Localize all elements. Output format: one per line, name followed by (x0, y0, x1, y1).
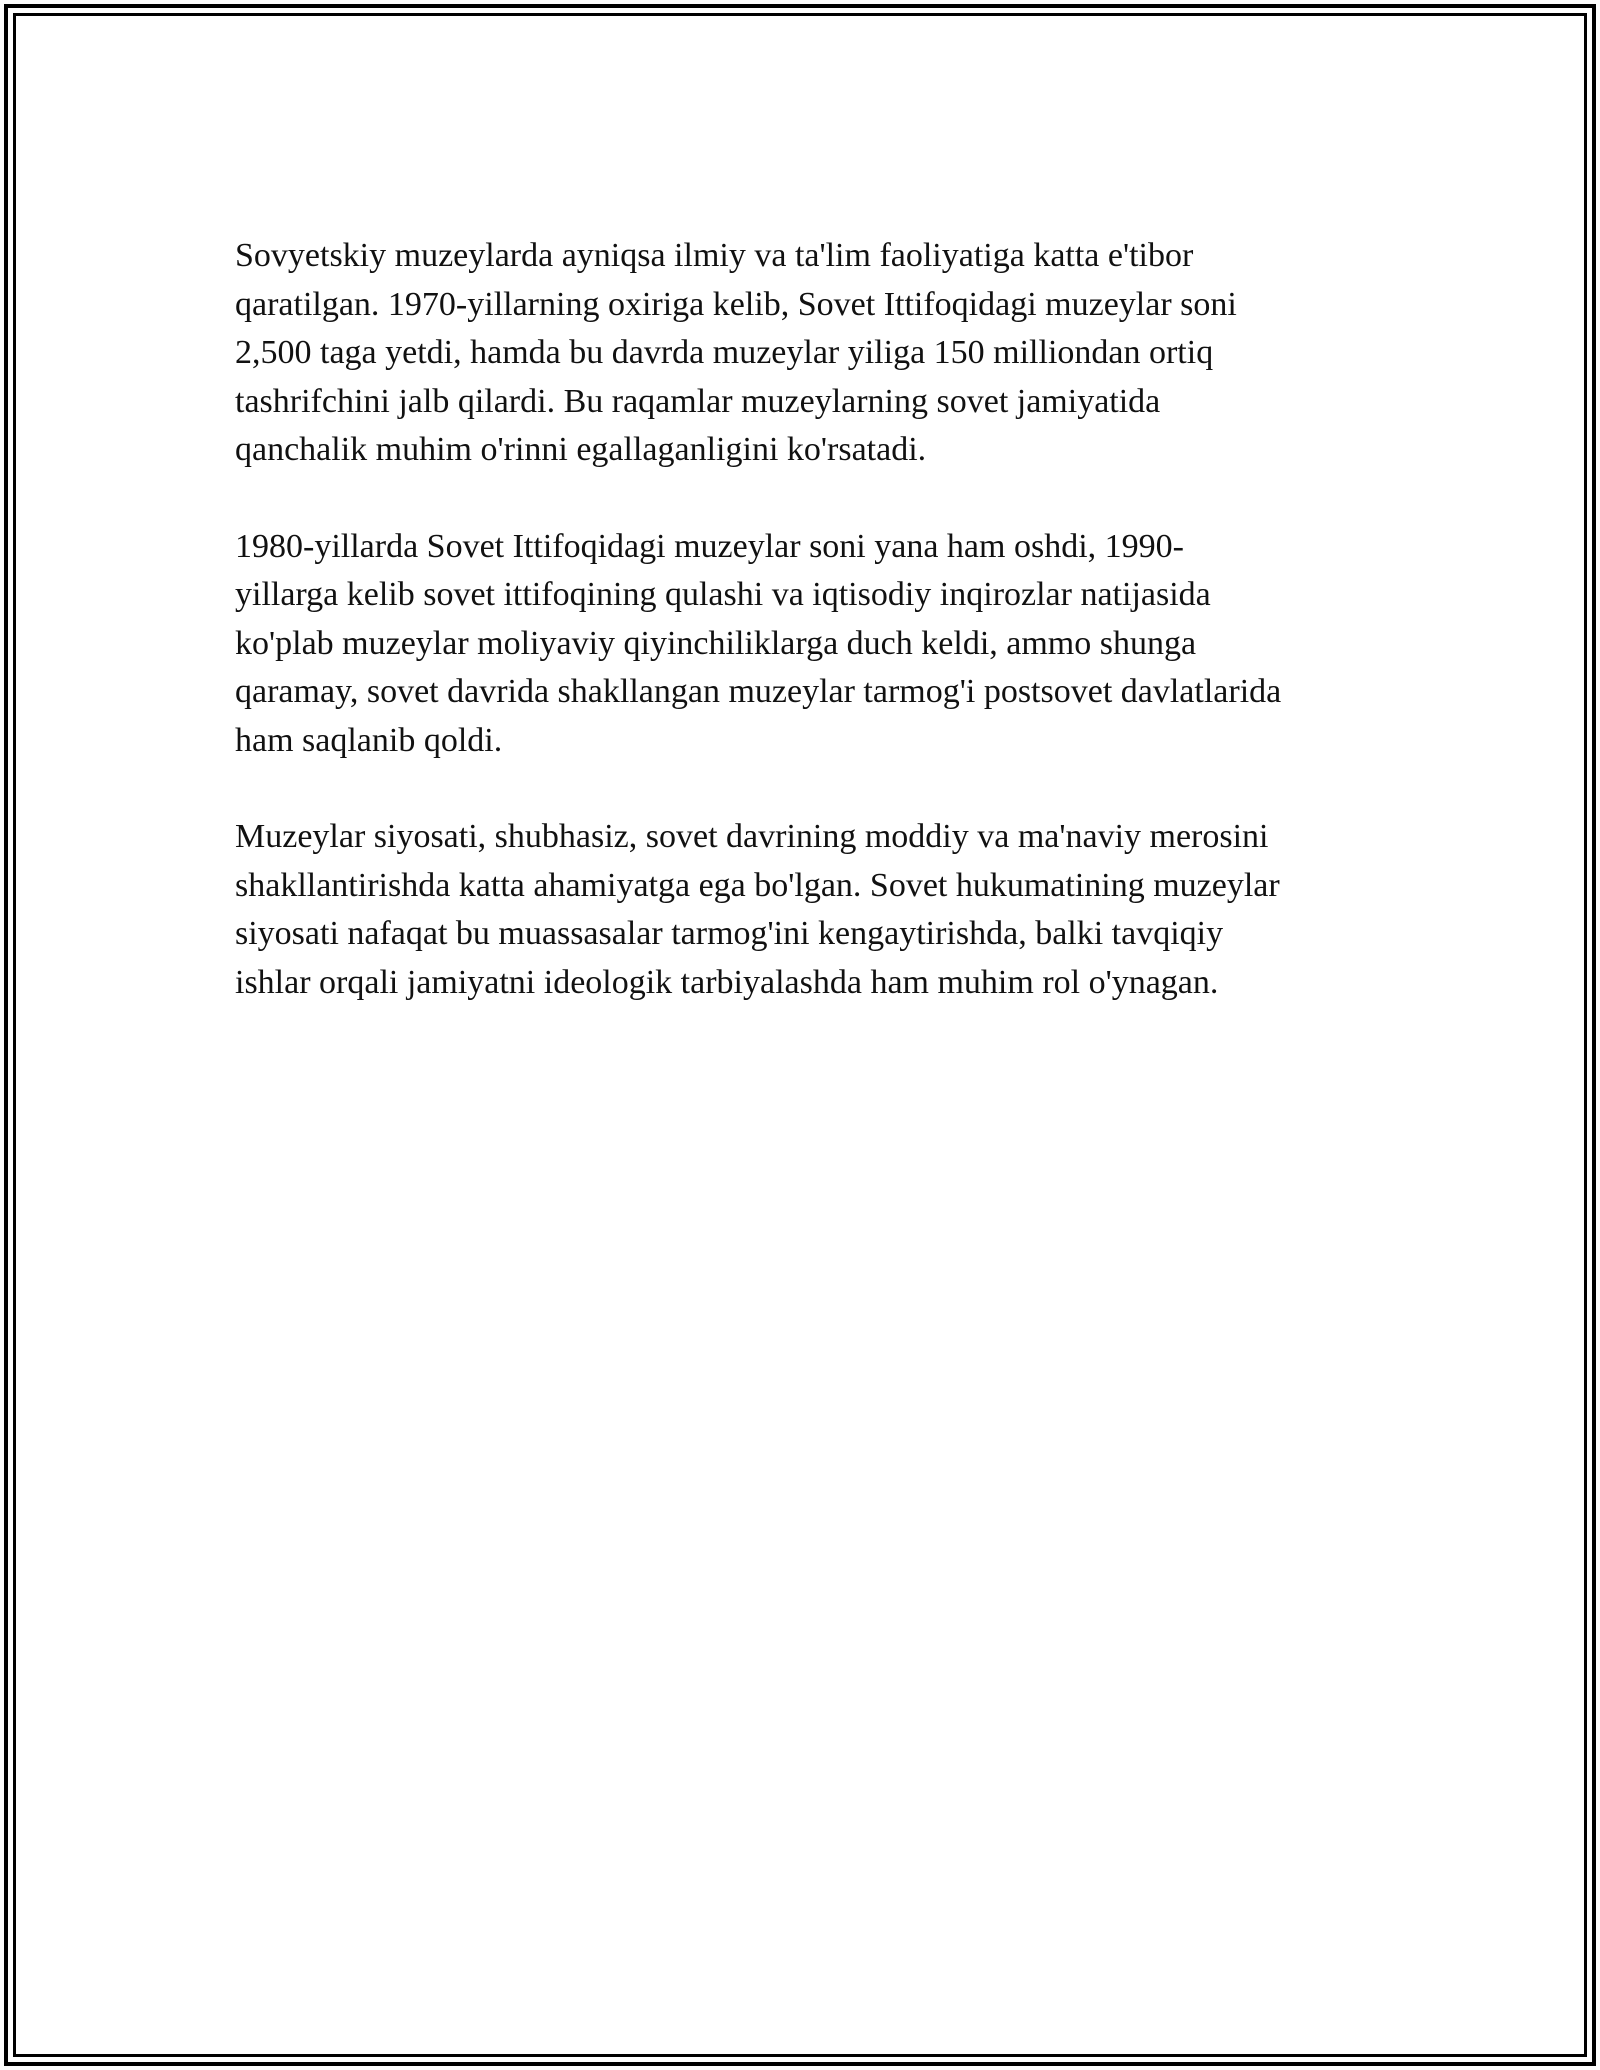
text-line: qaratilgan. 1970-yillarning oxiriga kelib, Sovet Ittifoqidagi muzeylar soni (235, 285, 1237, 323)
text-line: ko'plab muzeylar moliyaviy qiyinchiliklarga duch keldi, ammo shunga (235, 624, 1197, 662)
paragraph-1 (235, 232, 1375, 475)
text-line: 1980-yillarda Sovet Ittifoqidagi muzeylar soni yana ham oshdi, 1990- (235, 527, 1184, 565)
text-line: Muzeylar siyosati, shubhasiz, sovet davrining moddiy va ma'naviy merosini (235, 818, 1269, 855)
text-line: siyosati nafaqat bu muassasalar tarmog'ini kengaytirishda, balki tavqiqiy (235, 915, 1224, 952)
text-line: ishlar orqali jamiyatni ideologik tarbiyalashda ham muhim rol o'ynagan. (235, 963, 1219, 1001)
paragraph-3 (235, 813, 1375, 1007)
text-line: qanchalik muhim o'rinni egallaganligini ko'rsatadi. (235, 431, 927, 468)
text-line: ham saqlanib qoldi. (235, 721, 503, 759)
text-line: yillarga kelib sovet ittifoqining qulashi va iqtisodiy inqirozlar natijasida (235, 576, 1211, 613)
document-body (235, 232, 1375, 1055)
text-line: 2,500 taga yetdi, hamda bu davrda muzeylar yiliga 150 milliondan ortiq (235, 334, 1214, 371)
text-line: tashrifchini jalb qilardi. Bu raqamlar muzeylarning sovet jamiyatida (235, 382, 1161, 420)
text-line: Sovyetskiy muzeylarda ayniqsa ilmiy va ta'lim faoliyatiga katta e'tibor (235, 237, 1194, 274)
text-line: qaramay, sovet davrida shakllangan muzeylar tarmog'i postsovet davlatlarida (235, 673, 1282, 710)
paragraph-2 (235, 523, 1375, 766)
text-line: shakllantirishda katta ahamiyatga ega bo'lgan. Sovet hukumatining muzeylar (235, 866, 1280, 904)
